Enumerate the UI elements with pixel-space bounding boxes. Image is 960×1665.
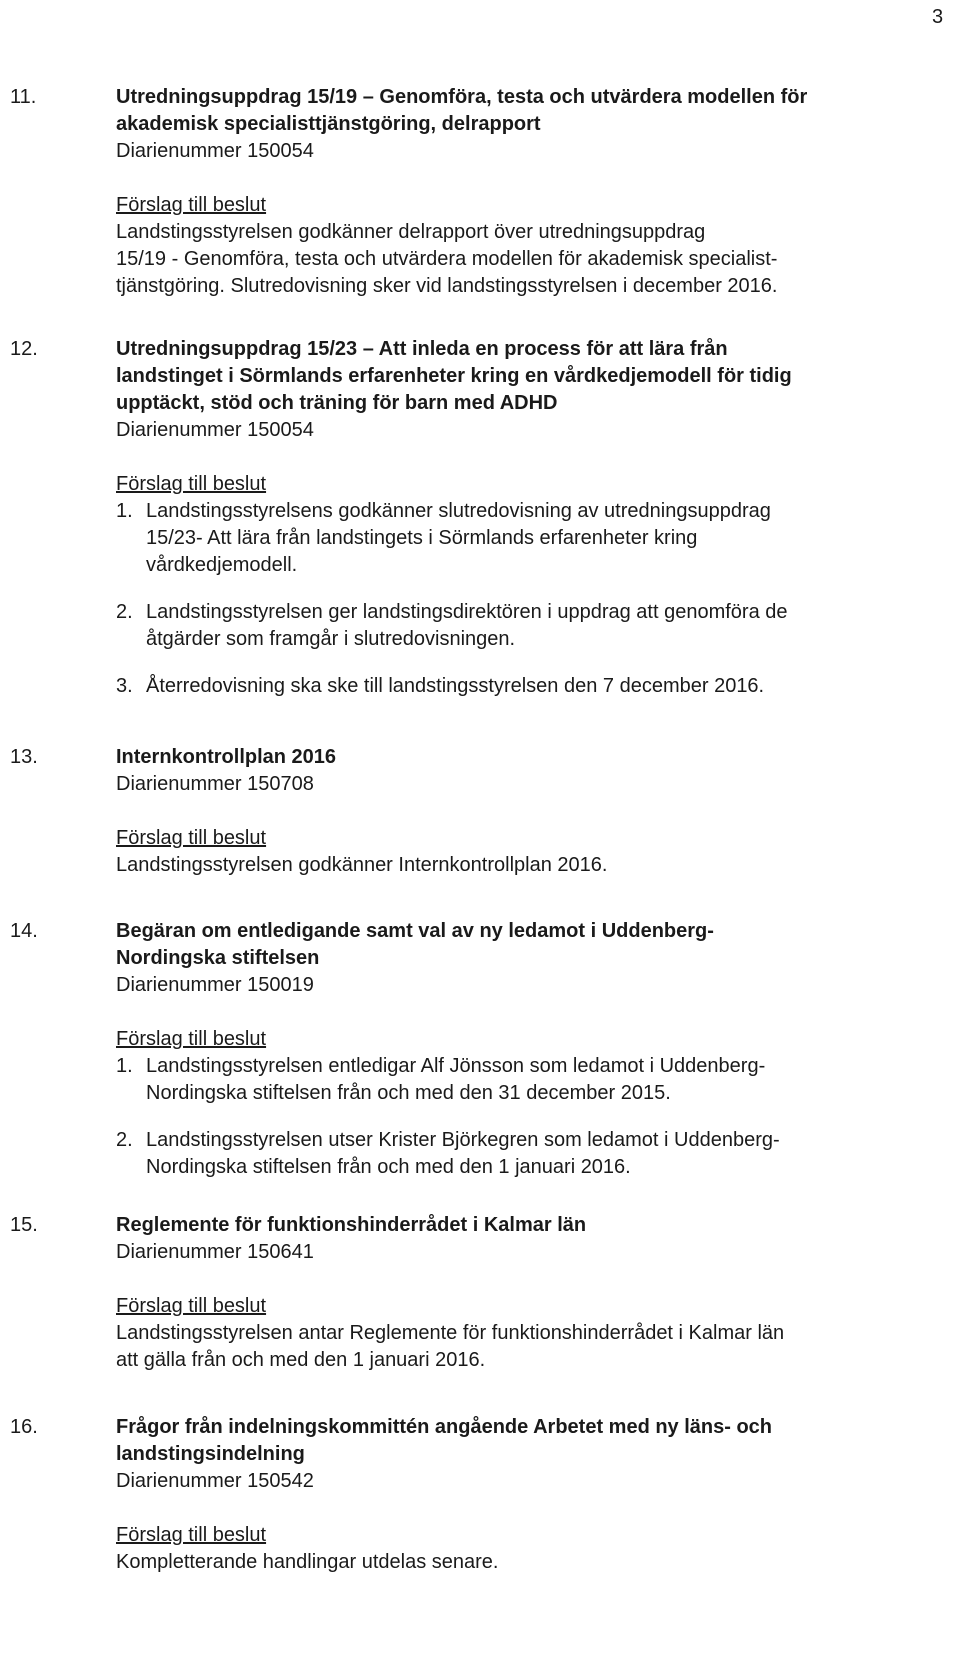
decision-text: Landstingsstyrelsen antar Reglemente för funktionshinderrådet i Kalmar län att gälla från och med den 1 januari 2016. xyxy=(116,1322,785,1371)
item-number: 13. xyxy=(10,746,38,768)
decision-list-item: 2. Landstingsstyrelsen utser Krister Björkegren som ledamot i Uddenberg- Nordingska stiftelsen från och med den 1 januari 2016. xyxy=(116,1129,780,1178)
diary-number: Diarienummer 150054 xyxy=(116,419,314,441)
proposal-label: Förslag till beslut xyxy=(116,1028,267,1050)
decision-text: Kompletterande handlingar utdelas senare. xyxy=(116,1551,499,1573)
decision-list-item: 1. Landstingsstyrelsen entledigar Alf Jönsson som ledamot i Uddenberg- Nordingska stiftelsen från och med den 31 december 2015. xyxy=(116,1055,766,1104)
decision-text: Landstingsstyrelsen godkänner Internkontrollplan 2016. xyxy=(116,854,608,876)
proposal-label: Förslag till beslut xyxy=(116,1524,267,1546)
page-number: 3 xyxy=(932,6,944,28)
item-title: Utredningsuppdrag 15/23 – Att inleda en process för att lära från landstinget i Sörmlands erfarenheter kring en vårdkedjemodell för tidig upptäckt, stöd och träning för barn med ADHD xyxy=(116,338,792,414)
diary-number: Diarienummer 150641 xyxy=(116,1241,314,1263)
decision-list-item: 2. Landstingsstyrelsen ger landstingsdirektören i uppdrag att genomföra de åtgärder som framgår i slutredovisningen. xyxy=(116,601,788,650)
item-title: Internkontrollplan 2016 xyxy=(116,746,337,768)
decision-list-item: 3. Återredovisning ska ske till landstingsstyrelsen den 7 december 2016. xyxy=(116,675,765,697)
item-title: Begäran om entledigande samt val av ny ledamot i Uddenberg- Nordingska stiftelsen xyxy=(116,920,714,969)
proposal-label: Förslag till beslut xyxy=(116,1295,267,1317)
item-title: Utredningsuppdrag 15/19 – Genomföra, testa och utvärdera modellen för akademisk specialisttjänstgöring, delrapport xyxy=(116,86,808,135)
proposal-label: Förslag till beslut xyxy=(116,473,267,495)
item-title: Frågor från indelningskommittén angående Arbetet med ny läns- och landstingsindelning xyxy=(116,1416,773,1465)
proposal-label: Förslag till beslut xyxy=(116,827,267,849)
diary-number: Diarienummer 150019 xyxy=(116,974,314,996)
decision-text: Landstingsstyrelsen godkänner delrapport över utredningsuppdrag 15/19 - Genomföra, testa och utvärdera modellen för akademisk specialist- tjänstgöring. Slutredovisning sker vid landstingsstyrelsen i december 2016. xyxy=(116,221,778,297)
proposal-label: Förslag till beslut xyxy=(116,194,267,216)
diary-number: Diarienummer 150054 xyxy=(116,140,314,162)
item-number: 16. xyxy=(10,1416,38,1438)
diary-number: Diarienummer 150708 xyxy=(116,773,314,795)
diary-number: Diarienummer 150542 xyxy=(116,1470,314,1492)
decision-list-item: 1. Landstingsstyrelsens godkänner slutredovisning av utredningsuppdrag 15/23- Att lära från landstingets i Sörmlands erfarenheter kring vårdkedjemodell. xyxy=(116,500,771,576)
item-title: Reglemente för funktionshinderrådet i Kalmar län xyxy=(116,1214,587,1236)
item-number: 11. xyxy=(10,86,37,108)
item-number: 15. xyxy=(10,1214,38,1236)
item-number: 14. xyxy=(10,920,38,942)
item-number: 12. xyxy=(10,338,38,360)
